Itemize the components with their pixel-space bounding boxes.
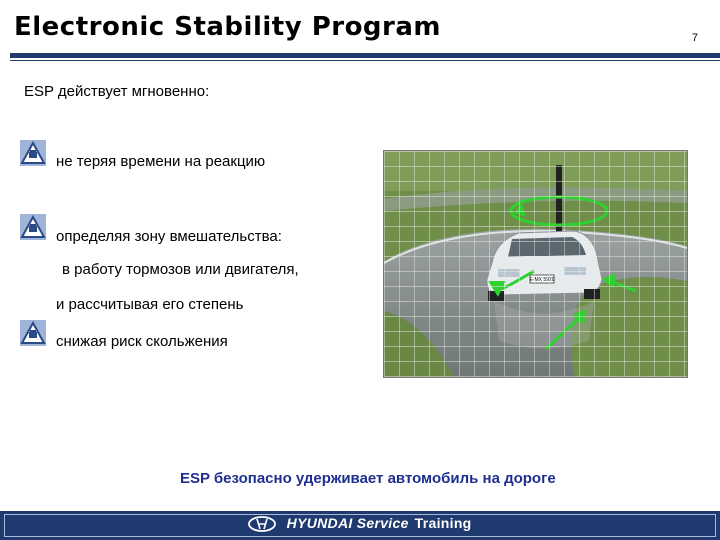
bullet-line-2-cont-a: в работу тормозов или двигателя,: [62, 261, 299, 278]
title-underline-thin: [10, 60, 720, 61]
road-sign-icon: [20, 214, 46, 240]
esp-car-photo: [383, 150, 688, 378]
footer-brand: HYUNDAI Service: [286, 515, 409, 531]
footer-bar: [0, 511, 720, 540]
bullet-line-2: определяя зону вмешательства:: [56, 228, 282, 245]
footer-branding: [0, 515, 720, 532]
page-number: 7: [691, 32, 698, 44]
conclusion-text: ESP безопасно удерживает автомобиль на дороге: [180, 470, 556, 487]
footer-training: Training: [414, 515, 472, 531]
bullet-line-1: не теряя времени на реакцию: [56, 153, 266, 170]
hyundai-logo-icon: [248, 516, 276, 532]
intro-text: ESP действует мгновенно:: [24, 83, 210, 100]
slide-title: Electronic Stability Program: [14, 12, 442, 42]
bullet-line-3: снижая риск скольжения: [56, 333, 228, 350]
road-sign-icon: [20, 140, 46, 166]
bullet-line-2-cont-b: и рассчитывая его степень: [56, 296, 244, 313]
title-underline: [10, 53, 720, 58]
road-sign-icon: [20, 320, 46, 346]
